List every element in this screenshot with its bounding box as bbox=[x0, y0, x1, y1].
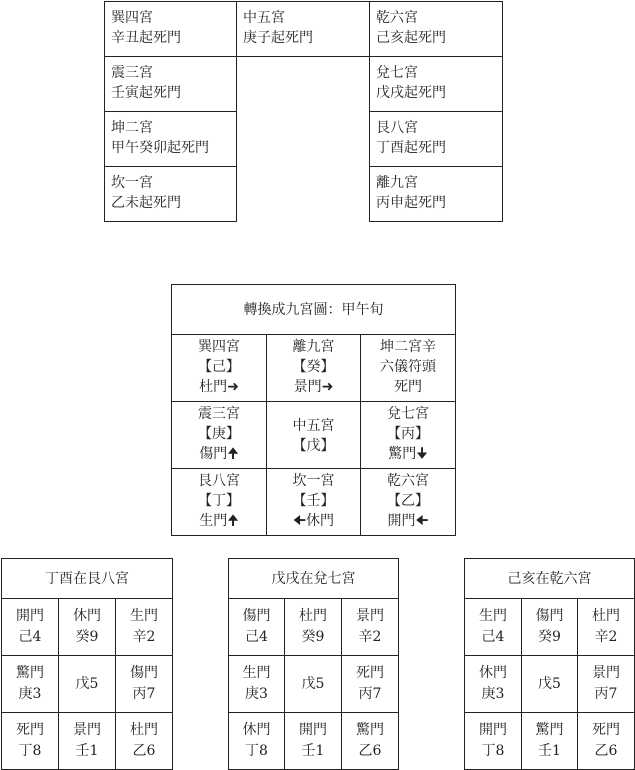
door-cell bbox=[2, 599, 59, 656]
table-row bbox=[2, 656, 173, 713]
palace-text: 丙申起死門 bbox=[376, 195, 446, 211]
door-label: 死門 bbox=[16, 722, 44, 738]
door-label: 休門 bbox=[73, 608, 101, 624]
door-label: 杜門 bbox=[130, 722, 158, 738]
door-cell bbox=[285, 713, 342, 770]
door-cell bbox=[229, 656, 285, 713]
stem-label: 丙7 bbox=[132, 686, 156, 702]
stem-label: 【己】 bbox=[198, 359, 240, 375]
door-label: 杜門 bbox=[592, 608, 620, 624]
door-label: 生門 bbox=[242, 665, 271, 681]
table-row bbox=[465, 599, 635, 656]
stem-label: 乙6 bbox=[132, 743, 156, 759]
door-rotation-table-dingyou bbox=[1, 558, 173, 770]
palace-text: 戊戌起死門 bbox=[376, 85, 446, 101]
door-label: 開門 bbox=[479, 722, 507, 738]
title-row bbox=[172, 285, 456, 335]
door-cell bbox=[578, 599, 635, 656]
palace-name: 坎一宮 bbox=[111, 175, 153, 191]
top-table-gap-mask bbox=[237, 226, 369, 229]
door-cell bbox=[116, 599, 173, 656]
stem-label: 辛2 bbox=[594, 629, 618, 645]
table-title: 戊戌在兌七宮 bbox=[229, 559, 399, 599]
stem-label: 【庚】 bbox=[198, 426, 240, 442]
stem-label: 【戊】 bbox=[292, 438, 335, 454]
palace-cell bbox=[361, 469, 456, 536]
door-cell bbox=[522, 599, 578, 656]
stem-label: 庚3 bbox=[481, 686, 505, 702]
door-label: 驚門 bbox=[356, 722, 384, 738]
table-row bbox=[2, 599, 173, 656]
stem-label: 丁8 bbox=[18, 743, 42, 759]
palace-name: 離九宮 bbox=[376, 175, 418, 191]
palace-name: 坤二宮 bbox=[111, 120, 153, 136]
door-label: 死門 bbox=[394, 379, 422, 395]
stem-label: 辛2 bbox=[132, 629, 156, 645]
palace-cell-center bbox=[267, 402, 361, 469]
stem-label: 丙7 bbox=[358, 686, 382, 702]
palace-text: 壬寅起死門 bbox=[111, 85, 181, 101]
door-label: 生門 bbox=[479, 608, 507, 624]
palace-text: 辛丑起死門 bbox=[111, 30, 181, 46]
stem-label: 庚3 bbox=[245, 686, 268, 702]
palace-cell-xun4 bbox=[105, 2, 237, 57]
stem-label: 己4 bbox=[245, 629, 268, 645]
door-label: 驚門 bbox=[16, 665, 44, 681]
table-title: 丁酉在艮八宮 bbox=[2, 559, 173, 599]
stem-label: 壬1 bbox=[538, 743, 561, 759]
door-cell bbox=[465, 599, 522, 656]
empty-cell bbox=[237, 57, 370, 222]
palace-cell-dui7 bbox=[370, 57, 503, 112]
stem-label: 己4 bbox=[481, 629, 505, 645]
table-row bbox=[172, 335, 456, 402]
stem-label: 戊5 bbox=[75, 675, 99, 692]
door-cell bbox=[578, 713, 635, 770]
door-cell bbox=[116, 656, 173, 713]
center-cell bbox=[285, 656, 342, 713]
table-row bbox=[229, 599, 399, 656]
door-cell bbox=[116, 713, 173, 770]
door-label: 驚門 bbox=[535, 722, 564, 738]
palace-text: 甲午癸卯起死門 bbox=[111, 140, 209, 156]
palace-name: 坎一宮 bbox=[292, 473, 335, 489]
stem-label: 乙6 bbox=[358, 743, 382, 759]
door-cell bbox=[2, 713, 59, 770]
door-label: 傷門 bbox=[242, 608, 271, 624]
stem-label: 乙6 bbox=[594, 743, 618, 759]
door-cell bbox=[229, 713, 285, 770]
table-row bbox=[229, 713, 399, 770]
stem-label: 丁8 bbox=[245, 743, 268, 759]
palace-name: 艮八宮 bbox=[376, 120, 418, 136]
door-cell bbox=[342, 713, 399, 770]
stem-label: 【壬】 bbox=[292, 493, 335, 509]
door-label: 開門 bbox=[299, 722, 327, 738]
table-row bbox=[172, 402, 456, 469]
center-cell bbox=[59, 656, 116, 713]
door-label: 杜門➜ bbox=[199, 379, 239, 395]
table-row bbox=[172, 469, 456, 536]
stem-label: 戊5 bbox=[538, 675, 561, 692]
door-label: 🠈休門 bbox=[292, 513, 334, 529]
palace-name: 巽四宮 bbox=[198, 339, 240, 355]
palace-cell bbox=[172, 402, 267, 469]
door-cell bbox=[285, 599, 342, 656]
table-title: 己亥在乾六宮 bbox=[465, 559, 635, 599]
door-label: 休門 bbox=[242, 722, 271, 738]
palace-text: 己亥起死門 bbox=[376, 30, 446, 46]
door-label: 景門 bbox=[592, 665, 620, 681]
palace-cell-li9 bbox=[370, 167, 503, 222]
door-label: 景門 bbox=[356, 608, 384, 624]
palace-text: 乙未起死門 bbox=[111, 195, 181, 211]
door-label: 景門➜ bbox=[293, 379, 334, 395]
door-rotation-table-jihai bbox=[464, 558, 635, 770]
door-label: 傷門 bbox=[535, 608, 564, 624]
table-row bbox=[105, 57, 503, 112]
death-gate-start-table bbox=[104, 1, 503, 222]
stem-label: 庚3 bbox=[18, 686, 42, 702]
stem-label: 癸9 bbox=[538, 629, 561, 645]
palace-name: 震三宮 bbox=[198, 406, 240, 422]
diagram-title: 轉換成九宮圖：甲午旬 bbox=[172, 285, 456, 335]
door-cell bbox=[342, 599, 399, 656]
palace-name: 離九宮 bbox=[292, 339, 335, 355]
stem-label: 辛2 bbox=[358, 629, 382, 645]
palace-cell-gen8 bbox=[370, 112, 503, 167]
palace-cell-kun2 bbox=[105, 112, 237, 167]
palace-cell bbox=[172, 469, 267, 536]
table-row bbox=[2, 713, 173, 770]
palace-cell-kan1 bbox=[105, 167, 237, 222]
door-label: 生門 bbox=[130, 608, 158, 624]
palace-cell bbox=[361, 402, 456, 469]
stem-label: 【丙】 bbox=[387, 426, 429, 442]
door-label: 杜門 bbox=[299, 608, 327, 624]
palace-text: 丁酉起死門 bbox=[376, 140, 446, 156]
table-row bbox=[229, 656, 399, 713]
door-cell bbox=[229, 599, 285, 656]
door-label: 驚門🠋 bbox=[388, 446, 428, 462]
door-cell bbox=[578, 656, 635, 713]
door-label: 休門 bbox=[479, 665, 507, 681]
door-cell bbox=[465, 656, 522, 713]
palace-cell-qian6 bbox=[370, 2, 503, 57]
table-row bbox=[465, 656, 635, 713]
palace-name: 震三宮 bbox=[111, 65, 153, 81]
stem-label: 壬1 bbox=[301, 743, 325, 759]
door-label: 開門 bbox=[16, 608, 44, 624]
stem-label: 丙7 bbox=[594, 686, 618, 702]
stem-label: 【丁】 bbox=[198, 493, 240, 509]
nine-palace-diagram bbox=[171, 284, 456, 536]
stem-label: 六儀符頭 bbox=[380, 359, 436, 375]
palace-name: 中五宮 bbox=[292, 418, 335, 434]
stem-label: 癸9 bbox=[301, 629, 325, 645]
palace-cell-zhen3 bbox=[105, 57, 237, 112]
palace-name: 艮八宮 bbox=[198, 473, 240, 489]
palace-name: 兌七宮 bbox=[387, 406, 429, 422]
stem-label: 丁8 bbox=[481, 743, 505, 759]
palace-cell bbox=[172, 335, 267, 402]
door-label: 死門 bbox=[356, 665, 384, 681]
palace-cell bbox=[267, 469, 361, 536]
stem-label: 戊5 bbox=[301, 675, 325, 692]
table-row bbox=[465, 713, 635, 770]
center-cell bbox=[522, 656, 578, 713]
door-cell bbox=[59, 599, 116, 656]
palace-name: 乾六宮 bbox=[387, 473, 429, 489]
door-label: 傷門 bbox=[130, 665, 158, 681]
stem-label: 【乙】 bbox=[387, 493, 429, 509]
palace-name: 坤二宮辛 bbox=[380, 339, 436, 355]
table-row bbox=[105, 2, 503, 57]
door-label: 開門🠈 bbox=[387, 513, 429, 529]
door-cell bbox=[465, 713, 522, 770]
palace-text: 庚子起死門 bbox=[243, 30, 313, 46]
door-label: 景門 bbox=[73, 722, 101, 738]
stem-label: 壬1 bbox=[75, 743, 99, 759]
palace-cell bbox=[361, 335, 456, 402]
palace-cell bbox=[267, 335, 361, 402]
stem-label: 癸9 bbox=[75, 629, 99, 645]
door-label: 傷門🠉 bbox=[199, 446, 239, 462]
palace-name: 乾六宮 bbox=[376, 10, 418, 26]
door-cell bbox=[522, 713, 578, 770]
stem-label: 【癸】 bbox=[292, 359, 335, 375]
stem-label: 己4 bbox=[18, 629, 42, 645]
palace-cell-zhong5 bbox=[237, 2, 370, 57]
door-cell bbox=[342, 656, 399, 713]
palace-name: 兌七宮 bbox=[376, 65, 418, 81]
palace-name: 巽四宮 bbox=[111, 10, 153, 26]
door-cell bbox=[59, 713, 116, 770]
door-rotation-table-wuxu bbox=[228, 558, 399, 770]
door-cell bbox=[2, 656, 59, 713]
door-label: 生門🠉 bbox=[199, 513, 239, 529]
palace-name: 中五宮 bbox=[243, 10, 285, 26]
door-label: 死門 bbox=[592, 722, 620, 738]
